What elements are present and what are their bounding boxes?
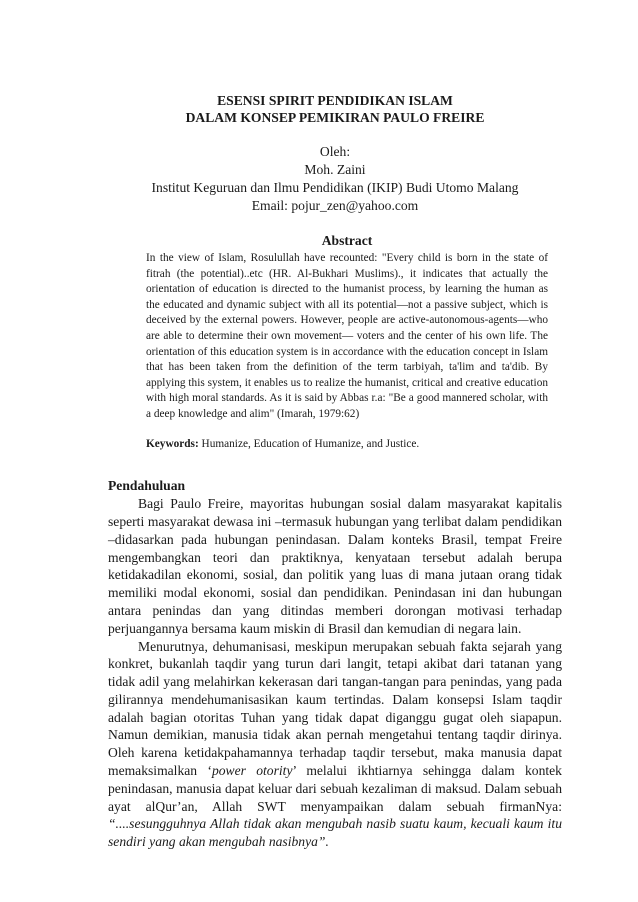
keywords-label: Keywords:	[146, 437, 199, 450]
author-by-label: Oleh:	[319, 144, 351, 159]
abstract-heading: Abstract	[321, 233, 373, 248]
paper-title	[108, 92, 562, 126]
author-institution: Institut Keguruan dan Ilmu Pendidikan (IKIP) Budi Utomo Malang	[151, 180, 519, 195]
para2-text-a: Menurutnya, dehumanisasi, meskipun merupakan sebuah fakta sejarah yang konkret, bukanlah taqdir yang turun dari langit, tetapi akibat dari tatanan yang tidak adil yang melahirkan kekerasan dari tangan-tangan para penindas, yang pada gilirannya mendehumanisasikan kaum tertindas. Dalam konsepsi Islam taqdir adalah bagian otoritas Tuhan yang tidak dapat diganggu gugat oleh siapapun. Namun demikian, manusia tidak akan pernah mengetahui tentang taqdir dirinya. Oleh karena ketidakpahamannya terhadap taqdir tersebut, maka manusia dapat memaksimalkan ‘	[108, 638, 562, 779]
abstract-text: In the view of Islam, Rosulullah have recounted: "Every child is born in the state of fitrah (the potential)..etc (HR. Al-Bukhari Muslims)., it indicates that actually the orientation of education is directed to the humanist process, by learning the human as the educated and dynamic subject with all its potential—not a passive subject, which is deceived by the external powers. However, people are active-autonomous-agents—who are able to determine their own movement— voters and the center of his own life. The orientation of this education system is in accordance with the education concept in Islam that has been taken from the definition of the term tarbiyah, ta'lim and ta'dib. By applying this system, it enables us to realize the humanist, critical and creative education with high moral standards. As it is said by Abbas r.a: "Be a good mannered scholar, with a deep knowledge and alim" (Imarah, 1979:62)	[146, 252, 548, 420]
abstract-section	[146, 232, 548, 452]
keywords-line	[146, 437, 548, 453]
intro-paragraph-1: Bagi Paulo Freire, mayoritas hubungan sosial dalam masyarakat kapitalis seperti masyarakat dewasa ini –termasuk hubungan yang terlibat dalam pendidikan –didasarkan pada hubungan penindasan. Dalam konteks Brasil, tempat Freire mengembangkan teori dan praktiknya, kenyataan tersebut adalah berupa ketidakadilan ekonomi, sosial, dan politik yang luas di mana jutaan orang tidak memiliki modal ekonomi, sosial dan pendidikan. Penindasan ini dan hubungan antara penindas dan yang ditindas memberi dorongan motivasi terhadap perjuangannya bersama kaum miskin di Brasil dan kemudian di negara lain.	[108, 496, 562, 636]
title-line-1: ESENSI SPIRIT PENDIDIKAN ISLAM	[217, 93, 453, 108]
para2-italic-power-otority: power otority	[211, 763, 293, 779]
title-line-2: DALAM KONSEP PEMIKIRAN PAULO FREIRE	[185, 110, 485, 125]
para2-text-b: ’ melalui ikhtiarnya sehingga dalam kontek penindasan, manusia dapat keluar dari sebuah kezaliman di maksud. Dalam sebuah ayat alQur’an, Allah SWT menyampaikan dalam sebuah firmanNya:	[108, 763, 562, 814]
section-heading-pendahuluan: Pendahuluan	[108, 478, 186, 494]
author-email: Email: pojur_zen@yahoo.com	[251, 198, 419, 213]
intro-paragraph-2	[108, 638, 562, 852]
para2-italic-quote: “....sesungguhnya Allah tidak akan mengubah nasib suatu kaum, kecuali kaum itu sendiri yang akan mengubah nasibnya”.	[108, 816, 562, 850]
keywords-text: Humanize, Education of Humanize, and Justice.	[201, 437, 420, 450]
author-block	[108, 143, 562, 215]
author-name: Moh. Zaini	[304, 162, 366, 177]
